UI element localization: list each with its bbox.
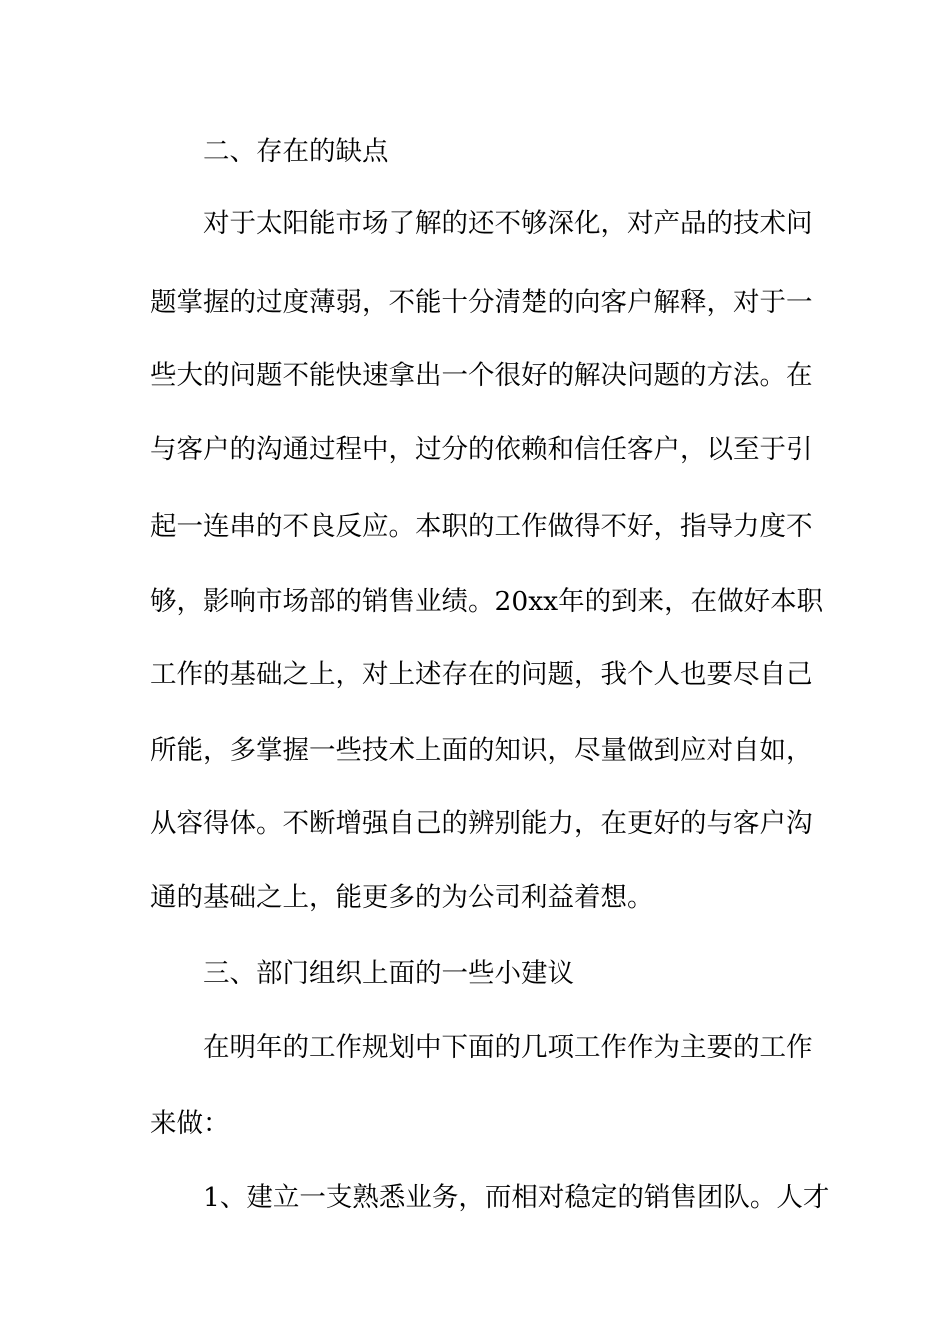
- paragraph-line: 工作的基础之上，对上述存在的问题，我个人也要尽自己: [150, 659, 813, 690]
- paragraph-line: 题掌握的过度薄弱，不能十分清楚的向客户解释，对于一: [150, 287, 813, 318]
- section-heading-shortcomings: 二、存在的缺点: [203, 136, 389, 167]
- paragraph-line: 起一连串的不良反应。本职的工作做得不好，指导力度不: [150, 511, 813, 542]
- paragraph-line: 所能，多掌握一些技术上面的知识，尽量做到应对自如，: [150, 735, 813, 766]
- paragraph-line: 从容得体。不断增强自己的辨别能力，在更好的与客户沟: [150, 808, 813, 839]
- paragraph-line: 在明年的工作规划中下面的几项工作作为主要的工作: [203, 1032, 813, 1063]
- paragraph-line: 对于太阳能市场了解的还不够深化，对产品的技术问: [203, 208, 813, 239]
- list-item-line: 1、建立一支熟悉业务，而相对稳定的销售团队。人才: [203, 1182, 830, 1213]
- paragraph-line: 些大的问题不能快速拿出一个很好的解决问题的方法。在: [150, 360, 813, 391]
- paragraph-line: 来做：: [150, 1108, 230, 1139]
- section-heading-suggestions: 三、部门组织上面的一些小建议: [203, 958, 574, 989]
- paragraph-line: 够，影响市场部的销售业绩。20xx年的到来，在做好本职: [150, 586, 824, 617]
- paragraph-line: 与客户的沟通过程中，过分的依赖和信任客户，以至于引: [150, 434, 813, 465]
- paragraph-line: 通的基础之上，能更多的为公司利益着想。: [150, 882, 654, 913]
